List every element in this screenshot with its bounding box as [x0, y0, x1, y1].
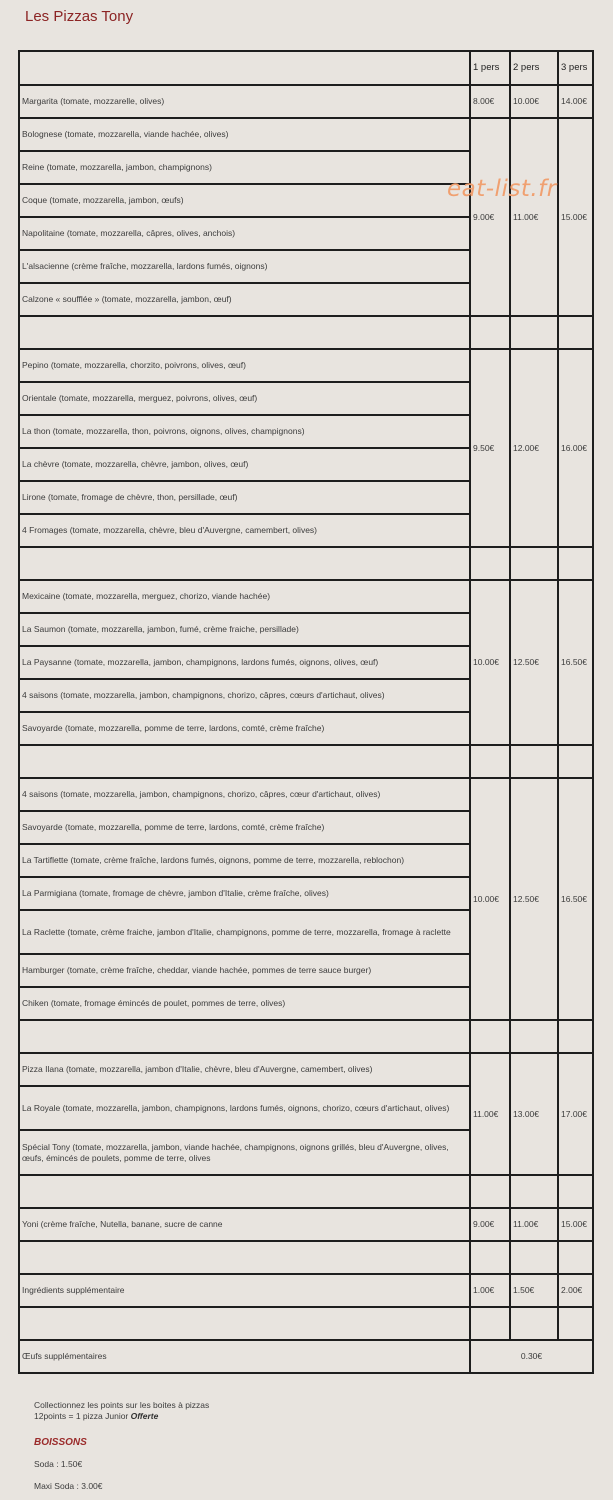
price-2-pers: 11.00€ — [510, 118, 558, 316]
spacer-cell — [470, 547, 510, 580]
pizza-name: La Parmigiana (tomate, fromage de chèvre, jambon d'Italie, crème fraîche, olives) — [19, 877, 470, 910]
table-row — [19, 1274, 593, 1307]
price-2-pers: 12.50€ — [510, 580, 558, 745]
price-3-pers: 15.00€ — [558, 1208, 593, 1241]
price-merged: 0.30€ — [470, 1340, 593, 1373]
spacer-row — [19, 1241, 593, 1274]
spacer-cell — [558, 1241, 593, 1274]
pizza-name: Napolitaine (tomate, mozzarella, câpres, olives, anchois) — [19, 217, 470, 250]
spacer-cell — [558, 1307, 593, 1340]
table-row — [19, 85, 593, 118]
pizza-name: Margarita (tomate, mozzarelle, olives) — [19, 85, 470, 118]
price-1-pers: 10.00€ — [470, 580, 510, 745]
pizza-name: Spécial Tony (tomate, mozzarella, jambon, viande hachée, champignons, oignons grillés, bleu d'Auvergne, olives, œufs, émincés de poulets, pomme de terre, olives — [19, 1130, 470, 1175]
pizza-name: 4 Fromages (tomate, mozzarella, chèvre, bleu d'Auvergne, camembert, olives) — [19, 514, 470, 547]
pizza-name: 4 saisons (tomate, mozzarella, jambon, champignons, chorizo, câpres, cœur d'artichaut, olives) — [19, 778, 470, 811]
pizza-name: Pepino (tomate, mozzarella, chorzito, poivrons, olives, œuf) — [19, 349, 470, 382]
table-row — [19, 580, 593, 613]
price-2-pers: 1.50€ — [510, 1274, 558, 1307]
pizza-name: Pizza Ilana (tomate, mozzarella, jambon d'Italie, chèvre, bleu d'Auvergne, camembert, olives) — [19, 1053, 470, 1086]
price-3-pers: 16.50€ — [558, 778, 593, 1020]
table-row — [19, 778, 593, 811]
spacer-cell — [19, 745, 470, 778]
pizza-name: La Saumon (tomate, mozzarella, jambon, fumé, crème fraiche, persillade) — [19, 613, 470, 646]
extra-name: Œufs supplémentaires — [19, 1340, 470, 1373]
price-3-pers: 15.00€ — [558, 118, 593, 316]
price-3-pers: 2.00€ — [558, 1274, 593, 1307]
table-row — [19, 349, 593, 382]
spacer-cell — [19, 547, 470, 580]
column-header-3-pers: 3 pers — [558, 51, 593, 85]
column-header-1-pers: 1 pers — [470, 51, 510, 85]
pizza-name: L'alsacienne (crème fraîche, mozzarella, lardons fumés, oignons) — [19, 250, 470, 283]
watermark-text: eat-list.fr — [447, 176, 557, 202]
table-header-row — [19, 51, 593, 85]
price-3-pers: 14.00€ — [558, 85, 593, 118]
drinks-title: BOISSONS — [34, 1437, 87, 1448]
pizza-name: Savoyarde (tomate, mozzarella, pomme de terre, lardons, comté, crème fraîche) — [19, 712, 470, 745]
drink-item: Soda : 1.50€ — [34, 1459, 83, 1469]
menu-table — [18, 50, 594, 1374]
pizza-name: Coque (tomate, mozzarella, jambon, œufs) — [19, 184, 470, 217]
price-2-pers: 11.00€ — [510, 1208, 558, 1241]
loyalty-prefix: 12points = 1 pizza Junior — [34, 1411, 131, 1421]
price-1-pers: 9.00€ — [470, 118, 510, 316]
spacer-cell — [470, 745, 510, 778]
loyalty-emphasis: Offerte — [130, 1411, 159, 1421]
table-row — [19, 1208, 593, 1241]
pizza-name: Orientale (tomate, mozzarella, merguez, poivrons, olives, œuf) — [19, 382, 470, 415]
pizza-name: La Paysanne (tomate, mozzarella, jambon, champignons, lardons fumés, oignons, olives, œuf) — [19, 646, 470, 679]
spacer-cell — [510, 745, 558, 778]
table-header-blank — [19, 51, 470, 85]
price-2-pers: 13.00€ — [510, 1053, 558, 1175]
pizza-name: Chiken (tomate, fromage émincés de poulet, pommes de terre, olives) — [19, 987, 470, 1020]
pizza-name: Mexicaine (tomate, mozzarella, merguez, chorizo, viande hachée) — [19, 580, 470, 613]
spacer-cell — [19, 1175, 470, 1208]
table-row — [19, 118, 593, 151]
spacer-cell — [558, 547, 593, 580]
page-title: Les Pizzas Tony — [25, 8, 134, 25]
price-1-pers: 9.00€ — [470, 1208, 510, 1241]
spacer-cell — [470, 1175, 510, 1208]
price-1-pers: 1.00€ — [470, 1274, 510, 1307]
column-header-2-pers: 2 pers — [510, 51, 558, 85]
price-3-pers: 16.50€ — [558, 580, 593, 745]
pizza-name: La Royale (tomate, mozzarella, jambon, champignons, lardons fumés, oignons, chorizo, cœurs d'artichaut, olives) — [19, 1086, 470, 1130]
loyalty-line-2 — [34, 1411, 158, 1422]
spacer-row — [19, 1020, 593, 1053]
pizza-name: La chèvre (tomate, mozzarella, chèvre, jambon, olives, œuf) — [19, 448, 470, 481]
spacer-row — [19, 745, 593, 778]
pizza-name: Yoni (crème fraîche, Nutella, banane, sucre de canne — [19, 1208, 470, 1241]
price-1-pers: 11.00€ — [470, 1053, 510, 1175]
pizza-name: Lirone (tomate, fromage de chèvre, thon, persillade, œuf) — [19, 481, 470, 514]
drink-item: Maxi Soda : 3.00€ — [34, 1481, 103, 1491]
spacer-cell — [19, 1307, 470, 1340]
price-3-pers: 16.00€ — [558, 349, 593, 547]
spacer-cell — [19, 1020, 470, 1053]
spacer-cell — [19, 1241, 470, 1274]
spacer-cell — [558, 1175, 593, 1208]
price-1-pers: 10.00€ — [470, 778, 510, 1020]
spacer-cell — [470, 1020, 510, 1053]
loyalty-line-1: Collectionnez les points sur les boites à pizzas — [34, 1400, 210, 1410]
spacer-cell — [19, 316, 470, 349]
price-1-pers: 9.50€ — [470, 349, 510, 547]
price-2-pers: 12.00€ — [510, 349, 558, 547]
pizza-name: Bolognese (tomate, mozzarella, viande hachée, olives) — [19, 118, 470, 151]
price-3-pers: 17.00€ — [558, 1053, 593, 1175]
spacer-cell — [510, 1020, 558, 1053]
spacer-row — [19, 1307, 593, 1340]
spacer-row — [19, 316, 593, 349]
spacer-cell — [558, 745, 593, 778]
spacer-cell — [510, 1241, 558, 1274]
pizza-name: 4 saisons (tomate, mozzarella, jambon, champignons, chorizo, câpres, cœurs d'artichaut, olives) — [19, 679, 470, 712]
extra-name: Ingrédients supplémentaire — [19, 1274, 470, 1307]
spacer-cell — [470, 1307, 510, 1340]
spacer-cell — [510, 547, 558, 580]
spacer-cell — [510, 1307, 558, 1340]
spacer-row — [19, 547, 593, 580]
pizza-name: La thon (tomate, mozzarella, thon, poivrons, oignons, olives, champignons) — [19, 415, 470, 448]
spacer-row — [19, 1175, 593, 1208]
spacer-cell — [510, 1175, 558, 1208]
price-2-pers: 12.50€ — [510, 778, 558, 1020]
pizza-name: Calzone « soufflée » (tomate, mozzarella, jambon, œuf) — [19, 283, 470, 316]
spacer-cell — [470, 1241, 510, 1274]
pizza-name: La Tartiflette (tomate, crème fraîche, lardons fumés, oignons, pomme de terre, mozzarella, reblochon) — [19, 844, 470, 877]
table-row — [19, 1340, 593, 1373]
spacer-cell — [558, 316, 593, 349]
spacer-cell — [470, 316, 510, 349]
spacer-cell — [510, 316, 558, 349]
price-1-pers: 8.00€ — [470, 85, 510, 118]
price-2-pers: 10.00€ — [510, 85, 558, 118]
pizza-name: Savoyarde (tomate, mozzarella, pomme de terre, lardons, comté, crème fraîche) — [19, 811, 470, 844]
table-row — [19, 1053, 593, 1086]
pizza-name: Hamburger (tomate, crème fraîche, cheddar, viande hachée, pommes de terre sauce burger) — [19, 954, 470, 987]
pizza-name: Reine (tomate, mozzarella, jambon, champignons) — [19, 151, 470, 184]
pizza-name: La Raclette (tomate, crème fraiche, jambon d'Italie, champignons, pomme de terre, mozzarella, fromage à raclette — [19, 910, 470, 954]
spacer-cell — [558, 1020, 593, 1053]
